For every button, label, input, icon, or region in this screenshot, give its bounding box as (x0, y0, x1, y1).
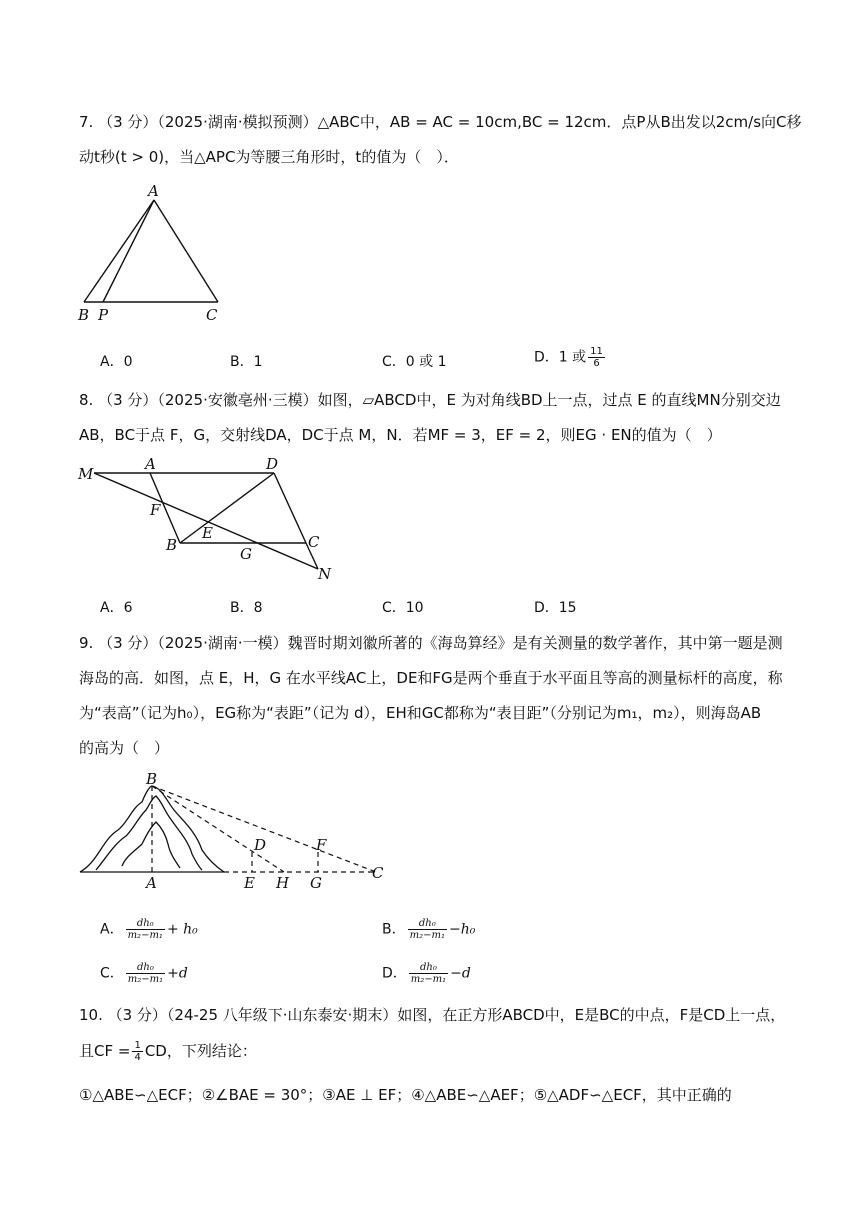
q9-sightline-bc (152, 786, 376, 872)
q9-option-a-prefix: A． (100, 921, 124, 938)
q7-label-p: P (98, 306, 109, 324)
q9-option-b-fraction (408, 918, 447, 941)
q8-label-g: G (240, 545, 252, 563)
q9-label-c: C (372, 864, 384, 882)
q8-label-m: M (78, 465, 94, 483)
q7-segment-ap (103, 200, 154, 302)
q9-option-c[interactable] (100, 962, 188, 985)
q7-option-d-denominator: 6 (593, 358, 600, 369)
q8-option-a[interactable]: A．6 (100, 600, 133, 616)
q7-label-c: C (206, 306, 218, 324)
q9-stem-line-1: 9. （3 分）（2025·湖南·一模）魏晋时期刘徽所著的《海岛算经》是有关测量的数学著作，其中第一题是测 (79, 634, 783, 652)
q8-option-c[interactable]: C．10 (382, 600, 424, 616)
q9-label-a: A (146, 874, 157, 892)
q9-label-h: H (276, 874, 290, 892)
q8-line-mn (94, 473, 318, 569)
q9-option-d-denominator: m₂−m₁ (410, 974, 447, 985)
q8-stem-line-2: AB，BC于点 F，G，交射线DA，DC于点 M，N．若MF = 3，EF = 2，则EG · EN的值为（ ） (79, 426, 722, 444)
q8-stem-line-1: 8. （3 分）（2025·安徽亳州·三模）如图，▱ABCD中，E 为对角线BD上一点，过点 E 的直线MN分别交边 (79, 391, 781, 409)
q7-triangle-figure (70, 180, 240, 325)
q9-label-e: E (244, 874, 255, 892)
q9-island-contour-2 (122, 822, 180, 868)
q7-option-d[interactable] (534, 346, 607, 369)
q8-label-e: E (202, 524, 213, 542)
q7-option-d-fraction (588, 346, 605, 369)
q9-option-b-prefix: B． (382, 921, 406, 938)
q10-stem-line-1: 10. （3 分）（24-25 八年级下·山东泰安·期末）如图，在正方形ABCD中，E是BC的中点，F是CD上一点， (79, 1006, 786, 1024)
q9-option-b-suffix: −h₀ (448, 921, 476, 938)
q9-option-a[interactable] (100, 918, 198, 941)
q9-label-f: F (316, 836, 327, 854)
q8-option-d[interactable]: D．15 (534, 600, 577, 616)
q9-option-b-numerator: dh₀ (408, 918, 447, 930)
q8-parallelogram-figure (70, 455, 350, 585)
q9-option-d-numerator: dh₀ (409, 962, 448, 974)
q8-label-n: N (318, 565, 332, 583)
q7-stem-line-2: 动t秒(t > 0)，当△APC为等腰三角形时，t的值为（ ）． (79, 148, 459, 166)
q9-option-d-fraction (409, 962, 448, 985)
q9-option-b[interactable] (382, 918, 475, 941)
q9-stem-line-3: 为“表高”（记为h₀），EG称为“表距”（记为 d），EH和GC都称为“表目距”（分别记为m₁，m₂），则海岛AB (79, 704, 762, 722)
q9-stem-line-2: 海岛的高．如图，点 E，H，G 在水平线AC上，DE和FG是两个垂直于水平面且等高的测量标杆的高度，称 (79, 669, 783, 687)
q9-option-c-denominator: m₂−m₁ (127, 974, 164, 985)
q10-fraction (132, 1040, 142, 1063)
q9-option-b-denominator: m₂−m₁ (409, 930, 445, 941)
q8-label-d: D (266, 455, 279, 473)
q9-label-b: B (146, 770, 158, 788)
q7-stem-line-1: 7. （3 分）（2025·湖南·模拟预测）△ABC中，AB = AC = 10cm,BC = 12cm．点P从B出发以2cm/s向C移 (79, 113, 802, 131)
q7-label-a: A (148, 182, 159, 200)
q9-option-d-suffix: −d (450, 965, 471, 982)
q10-conclusions-line: ①△ABE∽△ECF；②∠BAE = 30°；③AE ⊥ EF；④△ABE∽△AEF；⑤△ADF∽△ECF，其中正确的 (79, 1086, 732, 1104)
q8-option-b[interactable]: B．8 (230, 600, 263, 616)
q7-segment-ab (84, 200, 154, 302)
q7-option-a[interactable]: A．0 (100, 354, 133, 370)
q9-option-c-fraction (126, 962, 165, 985)
q9-stem-line-4: 的高为（ ） (79, 739, 170, 757)
q9-label-d: D (254, 836, 267, 854)
q9-option-c-suffix: +d (167, 965, 188, 982)
q7-label-b: B (78, 306, 90, 324)
q10-stem-line-2-suffix: CD，下列结论： (144, 1042, 257, 1060)
q9-option-c-prefix: C． (100, 965, 124, 982)
q9-island-contour-1 (96, 796, 202, 870)
q9-option-c-numerator: dh₀ (126, 962, 165, 974)
q7-segment-ac (154, 200, 218, 302)
q10-stem-line-2-prefix: 且CF = (79, 1042, 131, 1060)
q7-option-c[interactable]: C．0 或 1 (382, 354, 447, 370)
q7-option-d-prefix: D．1 或 (534, 349, 587, 366)
q8-segment-dc (274, 473, 306, 543)
q8-label-b: B (166, 536, 178, 554)
q8-label-f: F (150, 501, 161, 519)
q10-fraction-numerator: 1 (134, 1040, 141, 1051)
q8-diagonal-bd (180, 473, 274, 543)
q8-label-a: A (145, 455, 156, 473)
q9-island-figure (70, 770, 400, 895)
q9-option-d-prefix: D． (382, 965, 407, 982)
q8-label-c: C (308, 533, 320, 551)
q9-option-a-fraction (126, 918, 165, 941)
q9-option-a-suffix: + h₀ (166, 921, 198, 938)
q9-option-d[interactable] (382, 962, 471, 985)
q9-option-a-denominator: m₂−m₁ (127, 930, 163, 941)
q9-label-g: G (310, 874, 322, 892)
q10-stem-line-2 (79, 1040, 257, 1063)
q7-option-d-numerator: 11 (590, 346, 603, 357)
q9-option-a-numerator: dh₀ (126, 918, 165, 930)
q7-option-b[interactable]: B．1 (230, 354, 263, 370)
q10-fraction-denominator: 4 (134, 1052, 141, 1063)
